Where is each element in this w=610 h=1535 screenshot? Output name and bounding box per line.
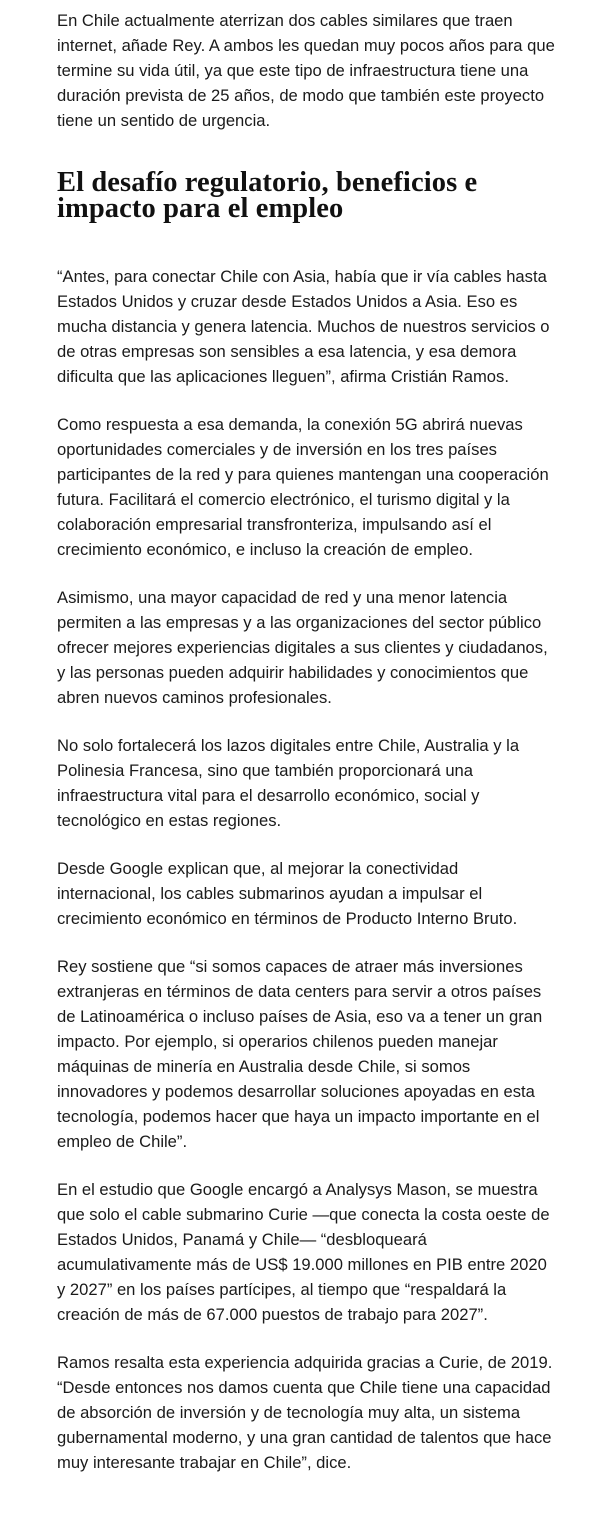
paragraph-6: Rey sostiene que “si somos capaces de atraer más inversiones extranjeras en términos de data centers para servir a otros países de Latinoamérica o incluso países de Asia, eso va a tener un gran impacto. Por ejemplo, si operarios chilenos pueden manejar máquinas de minería en Australia desde Chile, si somos innovadores y podemos desarrollar soluciones apoyadas en esta tecnología, podemos hacer que haya un impacto importante en el empleo de Chile”. xyxy=(57,957,543,1151)
paragraph-intro: En Chile actualmente aterrizan dos cables similares que traen internet, añade Rey. A ambos les quedan muy pocos años para que termine su vida útil, ya que este tipo de infraestructura tiene una duración prevista de 25 años, de modo que también este proyecto tiene un sentido de urgencia. xyxy=(57,11,555,130)
article-body xyxy=(57,8,557,1475)
paragraph-8: Ramos resalta esta experiencia adquirida gracias a Curie, de 2019. “Desde entonces nos damos cuenta que Chile tiene una capacidad de absorción de inversión y de tecnología muy alta, un sistema gubernamental moderno, y una gran cantidad de talentos que hace muy interesante trabajar en Chile”, dice. xyxy=(57,1353,553,1472)
paragraph-7: En el estudio que Google encargó a Analysys Mason, se muestra que solo el cable submarino Curie —que conecta la costa oeste de Estados Unidos, Panamá y Chile— “desbloqueará acumulativamente más de US$ 19.000 millones en PIB entre 2020 y 2027” en los países partícipes, al tiempo que “respaldará la creación de más de 67.000 puestos de trabajo para 2027”. xyxy=(57,1180,550,1324)
paragraph-5: Desde Google explican que, al mejorar la conectividad internacional, los cables submarinos ayudan a impulsar el crecimiento económico en términos de Producto Interno Bruto. xyxy=(57,859,518,928)
paragraph-4: No solo fortalecerá los lazos digitales entre Chile, Australia y la Polinesia Francesa, sino que también proporcionará una infraestructura vital para el desarrollo económico, social y tecnológico en estas regiones. xyxy=(57,736,520,830)
paragraph-2: Como respuesta a esa demanda, la conexión 5G abrirá nuevas oportunidades comerciales y de inversión en los tres países participantes de la red y para quienes mantengan una cooperación futura. Facilitará el comercio electrónico, el turismo digital y la colaboración empresarial transfronteriza, impulsando así el crecimiento económico, e incluso la creación de empleo. xyxy=(57,415,549,559)
section-heading: El desafío regulatorio, beneficios e impacto para el empleo xyxy=(57,167,478,224)
paragraph-1: “Antes, para conectar Chile con Asia, había que ir vía cables hasta Estados Unidos y cruzar desde Estados Unidos a Asia. Eso es mucha distancia y genera latencia. Muchos de nuestros servicios o de otras empresas son sensibles a esa latencia, y esa demora dificulta que las aplicaciones lleguen”, afirma Cristián Ramos. xyxy=(57,267,550,386)
heading-spacer xyxy=(57,222,557,264)
paragraph-3: Asimismo, una mayor capacidad de red y una menor latencia permiten a las empresas y a las organizaciones del sector público ofrecer mejores experiencias digitales a sus clientes y ciudadanos, y las personas pueden adquirir habilidades y conocimientos que abren nuevos caminos profesionales. xyxy=(57,588,548,707)
